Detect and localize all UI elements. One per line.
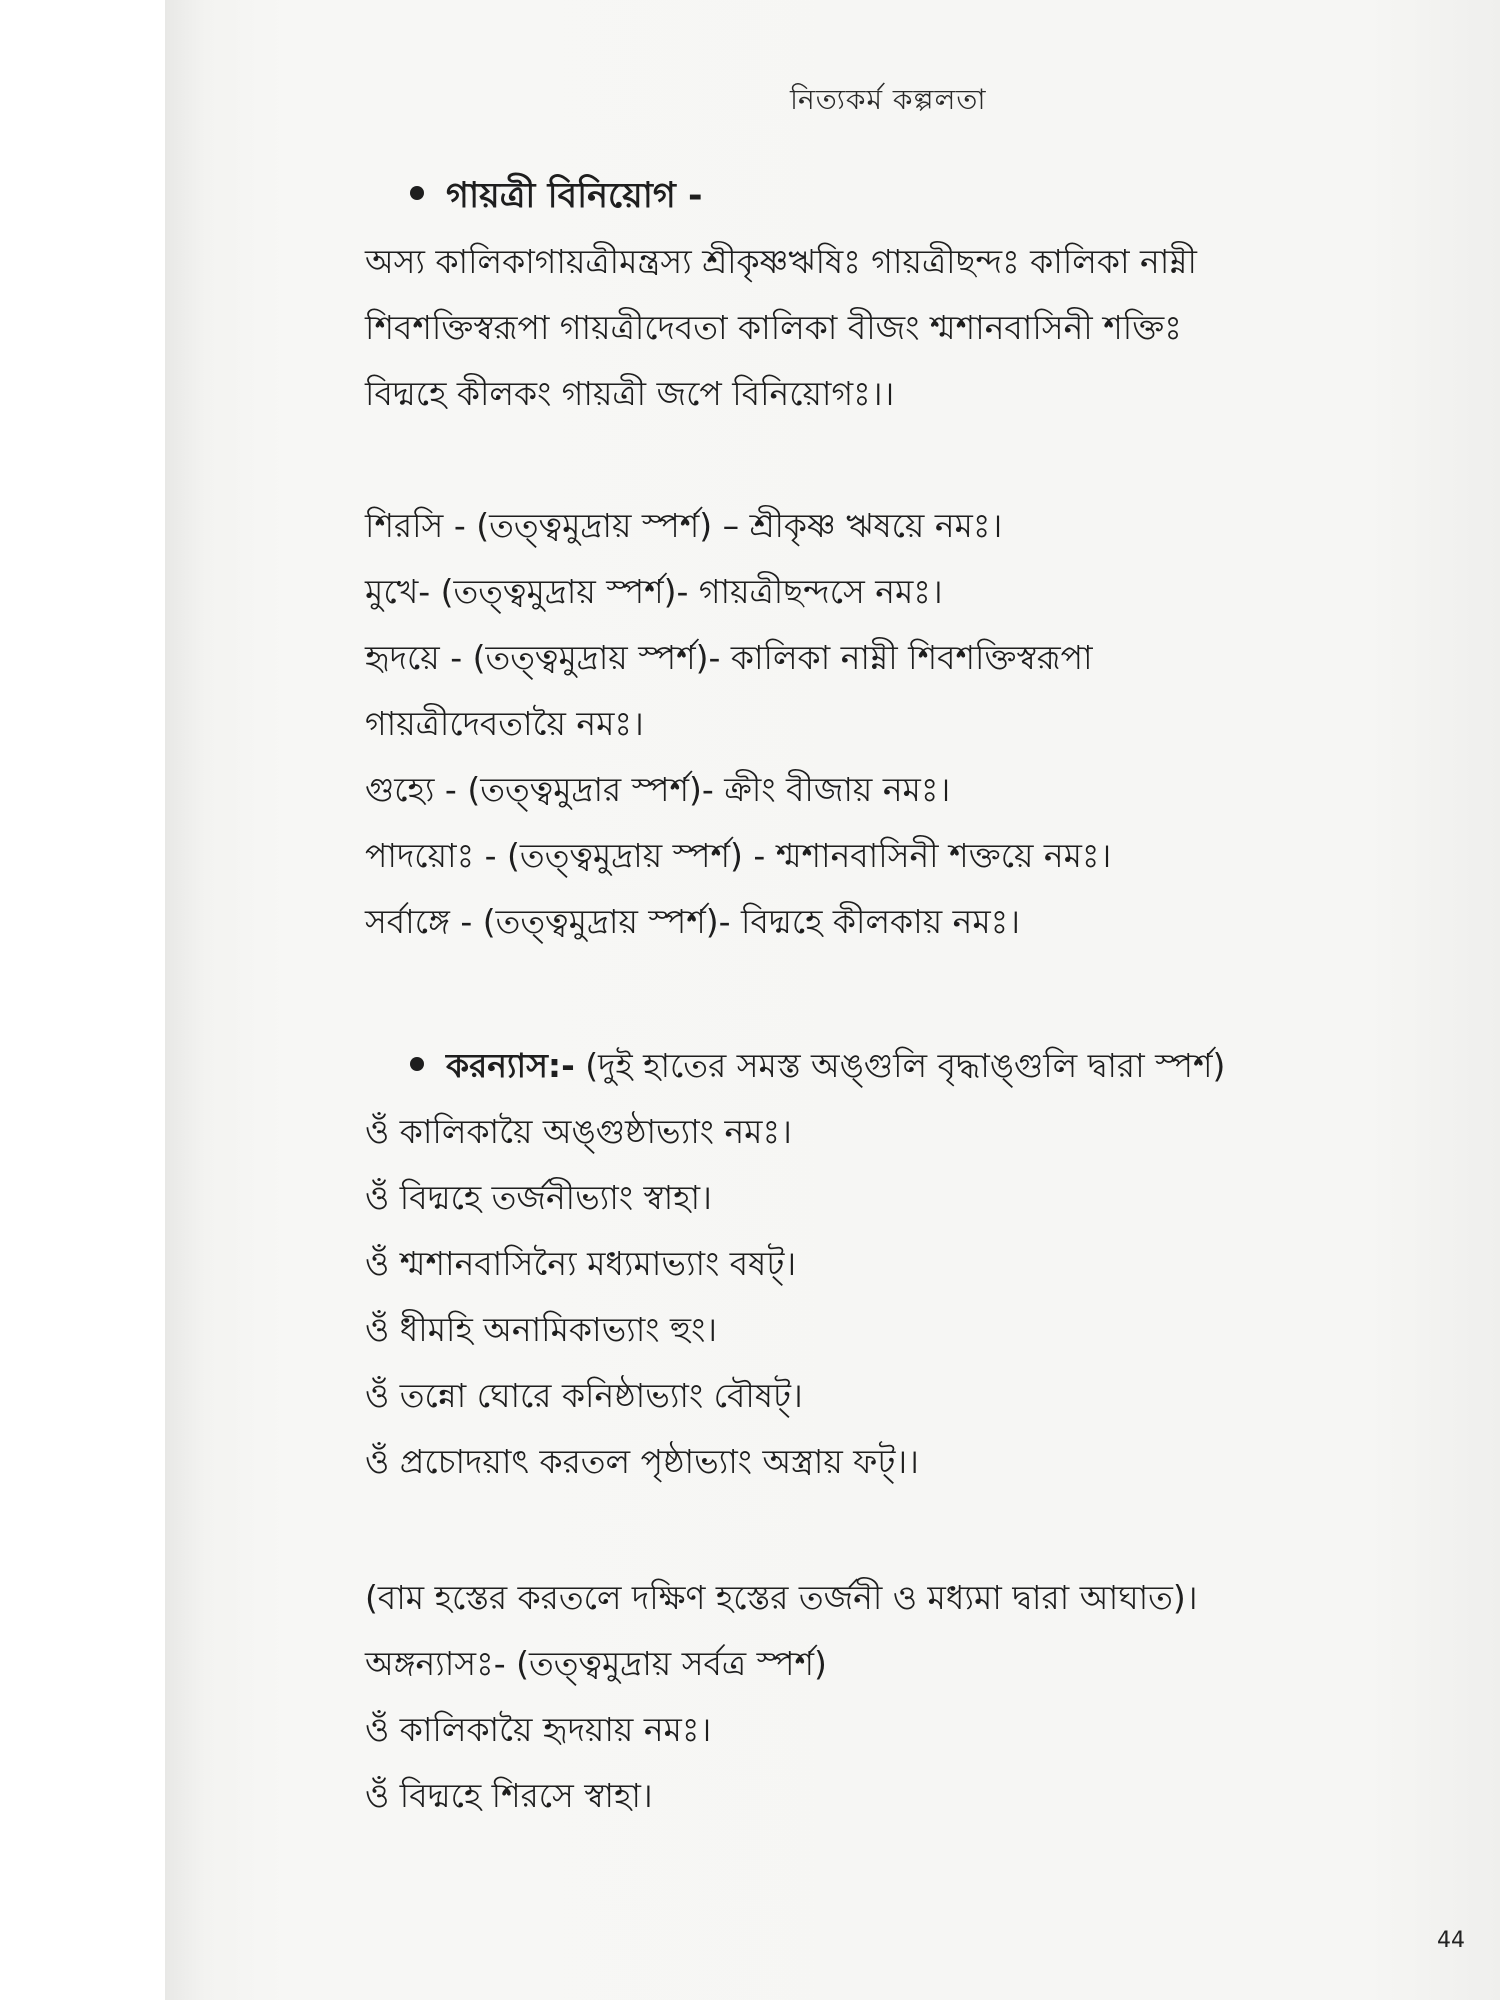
text-line: শিবশক্তিস্বরূপা গায়ত্রীদেবতা কালিকা বীজং শ্মশানবাসিনী শক্তিঃ (365, 308, 1182, 347)
karanyasa-line: ওঁ প্রচোদয়াৎ করতল পৃষ্ঠাভ্যাং অস্ত্রায় ফট্।। (365, 1442, 919, 1481)
heading-text: গায়ত্রী বিনিয়োগ - (446, 176, 703, 216)
anganyasa-line: ওঁ কালিকায়ৈ হৃদয়ায় নমঃ। (365, 1710, 712, 1749)
heading-bold-text: করন্যাস:- (446, 1046, 575, 1085)
book-page (165, 0, 1500, 2000)
section-heading-karanyasa (410, 1040, 1225, 1096)
nyasa-line: গুহ্যে - (তত্ত্বমুদ্রার স্পর্শ)- ক্রীং বীজায় নমঃ। (365, 770, 951, 809)
anganyasa-heading: অঙ্গন্যাসঃ- (তত্ত্বমুদ্রায় সর্বত্র স্পর্শ) (365, 1644, 827, 1683)
karanyasa-line: ওঁ শ্মশানবাসিন্যৈ মধ্যমাভ্যাং বষট্। (365, 1244, 797, 1283)
karanyasa-line: ওঁ কালিকায়ৈ অঙ্গুষ্ঠাভ্যাং নমঃ। (365, 1112, 792, 1151)
nyasa-line: মুখে- (তত্ত্বমুদ্রায় স্পর্শ)- গায়ত্রীছন্দসে নমঃ। (365, 572, 943, 611)
bullet-icon (410, 1057, 424, 1071)
nyasa-line: সর্বাঙ্গে - (তত্ত্বমুদ্রায় স্পর্শ)- বিদ্মহে কীলকায় নমঃ। (365, 902, 1021, 941)
running-head: নিত্যকর্ম কল্পলতা (790, 83, 987, 116)
nyasa-line: পাদয়োঃ - (তত্ত্বমুদ্রায় স্পর্শ) - শ্মশানবাসিনী শক্তয়ে নমঃ। (365, 836, 1112, 875)
karanyasa-line: ওঁ ধীমহি অনামিকাভ্যাং হুং। (365, 1310, 718, 1349)
bullet-icon (410, 186, 424, 200)
text-line: বিদ্মহে কীলকং গায়ত্রী জপে বিনিয়োগঃ।। (365, 374, 895, 413)
anganyasa-line: ওঁ বিদ্মহে শিরসে স্বাহা। (365, 1776, 653, 1815)
page-number: 44 (1437, 1928, 1465, 1953)
section-heading-gayatri-viniyoga (410, 168, 703, 227)
karanyasa-line: ওঁ বিদ্মহে তর্জনীভ্যাং স্বাহা। (365, 1178, 712, 1217)
instruction-line: (বাম হস্তের করতলে দক্ষিণ হস্তের তর্জনী ও মধ্যমা দ্বারা আঘাত)। (365, 1578, 1198, 1617)
left-margin (0, 0, 165, 2000)
nyasa-line: হৃদয়ে - (তত্ত্বমুদ্রায় স্পর্শ)- কালিকা নাম্নী শিবশক্তিস্বরূপা (365, 638, 1093, 677)
nyasa-line: গায়ত্রীদেবতায়ৈ নমঃ। (365, 704, 644, 743)
nyasa-line: শিরসি - (তত্ত্বমুদ্রায় স্পর্শ) – শ্রীকৃষ্ণ ঋষয়ে নমঃ। (365, 506, 1003, 545)
karanyasa-line: ওঁ তন্নো ঘোরে কনিষ্ঠাভ্যাং বৌষট্। (365, 1376, 803, 1415)
text-line: অস্য কালিকাগায়ত্রীমন্ত্রস্য শ্রীকৃষ্ণঋষিঃ গায়ত্রীছন্দঃ কালিকা নাম্নী (365, 242, 1197, 281)
heading-rest-text: (দুই হাতের সমস্ত অঙ্গুলি বৃদ্ধাঙ্গুলি দ্বারা স্পর্শ) (574, 1046, 1226, 1085)
